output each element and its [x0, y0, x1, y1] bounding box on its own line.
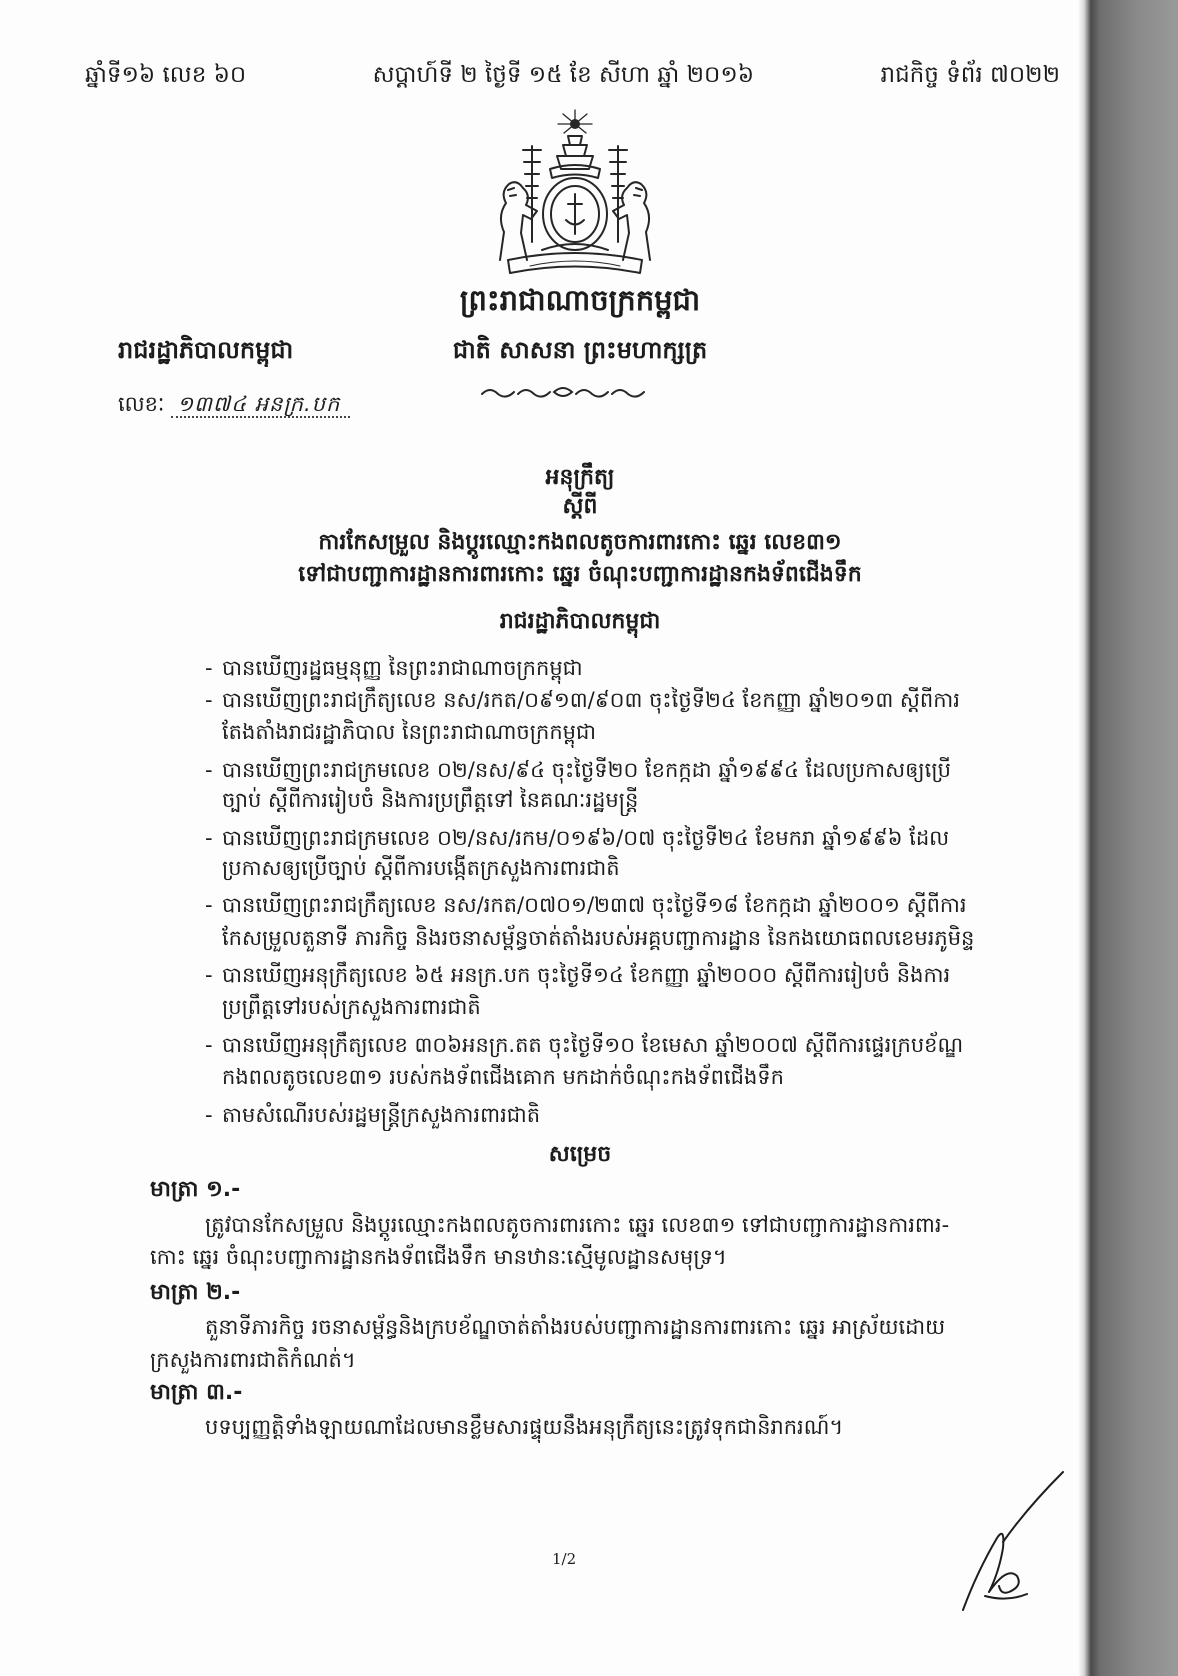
consideration-3-line-1: បានឃើញព្រះរាជក្រមលេខ ០២/នស/៩៤ ចុះថ្ងៃទី២០ ខែកក្កដា ឆ្នាំ១៩៩៤ ដែលប្រកាសឲ្យប្រើ: [222, 758, 951, 782]
authority-heading: រាជរដ្ឋាភិបាលកម្ពុជា: [499, 609, 661, 634]
article-1-line-1: ត្រូវបានកែសម្រួល និងប្តូរឈ្មោះកងពលតូចការពារកោះ ឆ្នេរ លេខ៣១ ទៅជាបញ្ជាការដ្ឋានការពារ-: [205, 1213, 950, 1237]
consideration-5-line-1: បានឃើញព្រះរាជក្រឹត្យលេខ នស/រកត/០៧០១/២៣៧ ចុះថ្ងៃទី១៨ ខែកក្កដា ឆ្នាំ២០០១ ស្តីពីការ: [222, 893, 967, 917]
list-bullet: -: [205, 893, 213, 917]
gazette-page: រាជកិច្ច ទំព័រ ៧០២២: [880, 62, 1060, 88]
royal-arms-emblem: [470, 110, 680, 282]
consideration-5-line-2: កែសម្រួលតួនាទី ភារកិច្ច និងរចនាសម្ព័ន្ធចាត់តាំងរបស់អគ្គបញ្ជាការដ្ឋាន នៃកងយោធពលខេមរភូមិន្ទ: [222, 926, 975, 950]
issuer-name: រាជរដ្ឋាភិបាលកម្ពុជា: [118, 336, 294, 364]
gazette-issue: ឆ្នាំទី១៦ លេខ ៦០: [85, 62, 247, 88]
article-1-line-2: កោះ ឆ្នេរ ចំណុះបញ្ជាការដ្ឋានកងទ័ពជើងទឹក មានឋានៈស្មើមូលដ្ឋានសមុទ្រ។: [150, 1245, 727, 1269]
kingdom-title: ព្រះរាជាណាចក្រកម្ពុជា: [459, 283, 701, 317]
list-bullet: -: [205, 826, 213, 850]
consideration-8-line-1: តាមសំណើរបស់រដ្ឋមន្ត្រីក្រសួងការពារជាតិ: [222, 1103, 541, 1127]
article-3-line-1: បទប្បញ្ញត្តិទាំងឡាយណាដែលមានខ្លឹមសារផ្ទុយនឹងអនុក្រឹត្យនេះត្រូវទុកជានិរាករណ៍។: [205, 1415, 844, 1439]
consideration-7-line-1: បានឃើញអនុក្រឹត្យលេខ ៣០៦អនក្រ.តត ចុះថ្ងៃទី១០ ខែមេសា ឆ្នាំ២០០៧ ស្តីពីការផ្ទេរក្របខ័ណ្ឌ: [222, 1033, 964, 1057]
document-type: អនុក្រឹត្យ: [545, 465, 615, 490]
consideration-2-line-1: បានឃើញព្រះរាជក្រឹត្យលេខ នស/រកត/០៩១៣/៩០៣ ចុះថ្ងៃទី២៤ ខែកញ្ញា ឆ្នាំ២០១៣ ស្តីពីការ: [222, 688, 960, 712]
decision-heading: សម្រេច: [548, 1142, 612, 1167]
list-bullet: -: [205, 1033, 213, 1057]
article-2-label: មាត្រា ២.-: [150, 1280, 241, 1305]
scan-binding-edge: [1078, 0, 1178, 1676]
list-bullet: -: [205, 1103, 213, 1127]
reference-number-value: ១៣៧៤ អនក្រ.បក: [171, 392, 350, 418]
reference-number-label: លេខៈ: [118, 392, 165, 416]
list-bullet: -: [205, 963, 213, 987]
consideration-3-line-2: ច្បាប់ ស្តីពីការរៀបចំ និងការប្រព្រឹត្តទៅ នៃគណៈរដ្ឋមន្ត្រី: [222, 788, 639, 812]
page-number: 1/2: [552, 1550, 577, 1568]
consideration-4-line-2: ប្រកាសឲ្យប្រើច្បាប់ ស្តីពីការបង្កើតក្រសួងការពារជាតិ: [222, 856, 620, 880]
article-1-label: មាត្រា ១.-: [150, 1177, 241, 1202]
article-2-line-1: តួនាទីភារកិច្ច រចនាសម្ព័ន្ធនិងក្របខ័ណ្ឌចាត់តាំងរបស់បញ្ជាការដ្ឋានការពារកោះ ឆ្នេរ អាស្រ័យដោយ: [205, 1315, 946, 1339]
consideration-7-line-2: កងពលតូចលេខ៣១ របស់កងទ័ពជើងគោក មកដាក់ចំណុះកងទ័ពជើងទឹក: [222, 1065, 784, 1089]
gazette-header: [85, 57, 1060, 93]
consideration-6-line-1: បានឃើញអនុក្រឹត្យលេខ ៦៥ អនក្រ.បក ចុះថ្ងៃទី១៤ ខែកញ្ញា ឆ្នាំ២០០០ ស្តីពីការរៀបចំ និងការ: [222, 963, 951, 987]
list-bullet: -: [205, 758, 213, 782]
article-2-line-2: ក្រសួងការពារជាតិកំណត់។: [150, 1348, 356, 1372]
ornament-divider: [478, 382, 648, 402]
list-bullet: -: [205, 688, 213, 712]
reference-number: [118, 388, 478, 424]
subject-line-2: ទៅជាបញ្ជាការដ្ឋានការពារកោះ ឆ្នេរ ចំណុះបញ្ជាការដ្ឋានកងទ័ពជើងទឹក: [298, 562, 862, 587]
consideration-1-line-1: បានឃើញរដ្ឋធម្មនុញ្ញ នៃព្រះរាជាណាចក្រកម្ពុជា: [222, 656, 583, 680]
list-bullet: -: [205, 656, 213, 680]
consideration-4-line-1: បានឃើញព្រះរាជក្រមលេខ ០២/នស/រកម/០១៩៦/០៧ ចុះថ្ងៃទី២៤ ខែមករា ឆ្នាំ១៩៩៦ ដែល: [222, 826, 950, 850]
gazette-date: សប្តាហ៍ទី ២ ថ្ងៃទី ១៥ ខែ សីហា ឆ្នាំ ២០១៦: [372, 62, 755, 88]
signature-mark: [955, 1468, 1070, 1618]
article-3-label: មាត្រា ៣.-: [150, 1380, 243, 1405]
subject-intro: ស្តីពី: [562, 494, 598, 519]
national-motto: ជាតិ សាសនា ព្រះមហាក្សត្រ: [452, 336, 708, 364]
consideration-2-line-2: តែងតាំងរាជរដ្ឋាភិបាល នៃព្រះរាជាណាចក្រកម្ពុជា: [222, 720, 596, 744]
consideration-6-line-2: ប្រព្រឹត្តទៅរបស់ក្រសួងការពារជាតិ: [222, 995, 481, 1019]
subject-line-1: ការកែសម្រួល និងប្តូរឈ្មោះកងពលតូចការពារកោះ ឆ្នេរ លេខ៣១: [318, 530, 842, 555]
